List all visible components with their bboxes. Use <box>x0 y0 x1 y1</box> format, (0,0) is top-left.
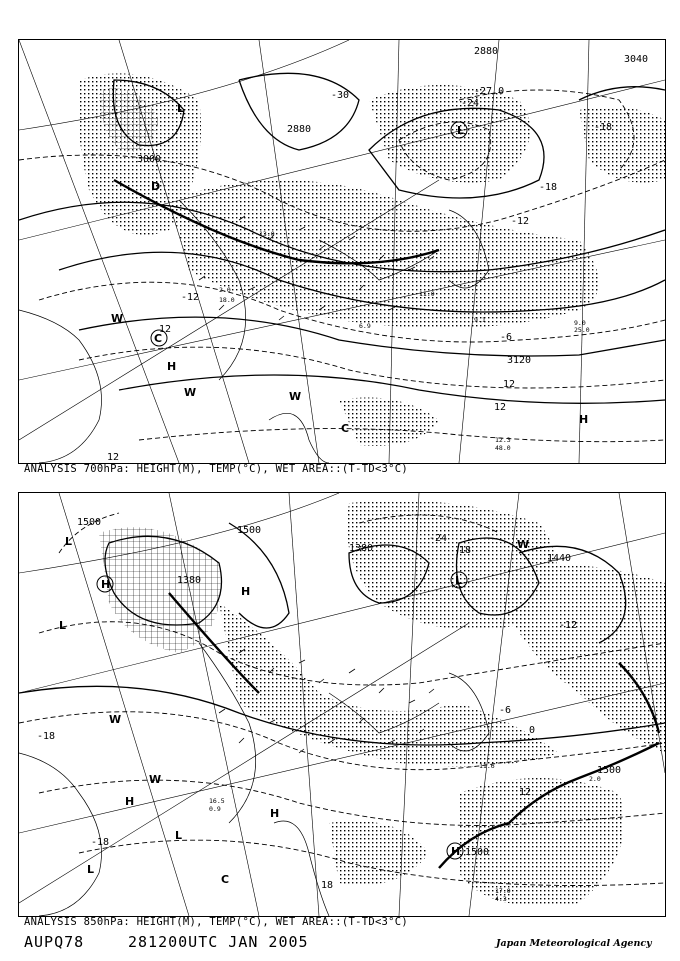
high-center: H <box>167 360 177 373</box>
height-label: 1500 <box>77 517 102 528</box>
height-label: 2880 <box>287 124 312 135</box>
station-value: 12.3 <box>495 436 511 444</box>
warm-center: W <box>517 538 530 551</box>
height-label: 1500 <box>237 525 262 536</box>
temp-label: 12 <box>503 379 516 390</box>
station-value: 2.0 <box>589 775 601 783</box>
station-value: 9.0 <box>574 319 586 327</box>
station-value: 13.0 <box>259 230 275 238</box>
high-center: H <box>579 413 589 426</box>
warm-center: W <box>109 713 122 726</box>
temp-label: -6 <box>499 705 512 716</box>
station-value: 11.0 <box>419 290 435 298</box>
temp-label: 12 <box>159 324 172 335</box>
station-value: 0.9 <box>209 805 221 813</box>
cold-center: C <box>221 873 230 886</box>
high-center: H <box>101 578 111 591</box>
high-center: H <box>241 585 251 598</box>
low-center: L <box>455 574 463 587</box>
station-value: 18.0 <box>219 296 235 304</box>
wet-area-700 <box>78 73 665 445</box>
height-label: 1380 <box>349 543 374 554</box>
high-center: H <box>270 807 280 820</box>
station-value: 48.0 <box>495 444 511 452</box>
low-center: L <box>65 535 73 548</box>
wet-area-850 <box>99 501 665 907</box>
temp-label: -12 <box>181 292 200 303</box>
height-label: 1500 <box>597 765 622 776</box>
low-center: L <box>177 102 185 115</box>
low-center: L <box>87 863 95 876</box>
temp-label: -18 <box>91 837 110 848</box>
map-panel-700hpa <box>18 39 666 464</box>
temp-label: -12 <box>511 216 530 227</box>
temp-label: -12 <box>559 620 578 631</box>
temp-label: -27.0 <box>474 86 505 97</box>
height-label: 1500 <box>465 847 490 858</box>
station-value: 4.3 <box>495 895 507 903</box>
high-center: H <box>451 845 461 858</box>
height-label: 1440 <box>547 553 572 564</box>
center-mark: D <box>151 180 161 193</box>
station-value: 16.5 <box>209 797 225 805</box>
station-value: 17.0 <box>495 887 511 895</box>
temp-label: 12 <box>107 452 120 463</box>
caption-850hpa: ANALYSIS 850hPa: HEIGHT(M), TEMP(°C), WET AREA::(T-TD<3°C) <box>24 916 409 928</box>
temp-label: -18 <box>37 731 56 742</box>
map-700hpa-canvas <box>19 40 665 463</box>
temp-label: 18 <box>459 545 472 556</box>
warm-center: W <box>149 773 162 786</box>
caption-700hpa: ANALYSIS 700hPa: HEIGHT(M), TEMP(°C), WET AREA::(T-TD<3°C) <box>24 463 409 475</box>
low-center: L <box>175 829 183 842</box>
chart-code: AUPQ78 <box>24 933 85 951</box>
station-value: 6.9 <box>359 322 371 330</box>
cold-center: C <box>154 332 163 345</box>
temp-label: 12 <box>519 787 532 798</box>
warm-center: W <box>111 312 124 325</box>
station-value: 9.1 <box>474 316 486 324</box>
height-label: 3120 <box>507 355 532 366</box>
temp-label: -18 <box>539 182 558 193</box>
temp-label: -18 <box>594 122 613 133</box>
temp-label: 18 <box>321 880 334 891</box>
station-value: 2.0 <box>219 286 231 294</box>
station-value: 11.6 <box>479 762 495 770</box>
valid-time: 281200UTC JAN 2005 <box>128 933 309 951</box>
temp-label: 12 <box>494 402 507 413</box>
height-label: 3000 <box>137 154 162 165</box>
height-label: 2880 <box>474 46 499 57</box>
height-label: 1380 <box>177 575 202 586</box>
temp-label: -24 <box>461 98 480 109</box>
temp-label: 0 <box>529 725 536 736</box>
cold-center: C <box>341 422 350 435</box>
map-panel-850hpa <box>18 492 666 917</box>
high-center: H <box>125 795 135 808</box>
warm-center: W <box>289 390 302 403</box>
map-850hpa-canvas <box>19 493 665 916</box>
height-label: 3040 <box>624 54 649 65</box>
temp-label: -30 <box>331 90 350 101</box>
low-center: L <box>457 124 465 137</box>
station-value: 25.0 <box>574 326 590 334</box>
agency-name: Japan Meteorological Agency <box>496 938 652 949</box>
temp-label: -6 <box>500 332 513 343</box>
low-center: L <box>59 619 67 632</box>
warm-center: W <box>184 386 197 399</box>
temp-label: -24 <box>429 533 448 544</box>
